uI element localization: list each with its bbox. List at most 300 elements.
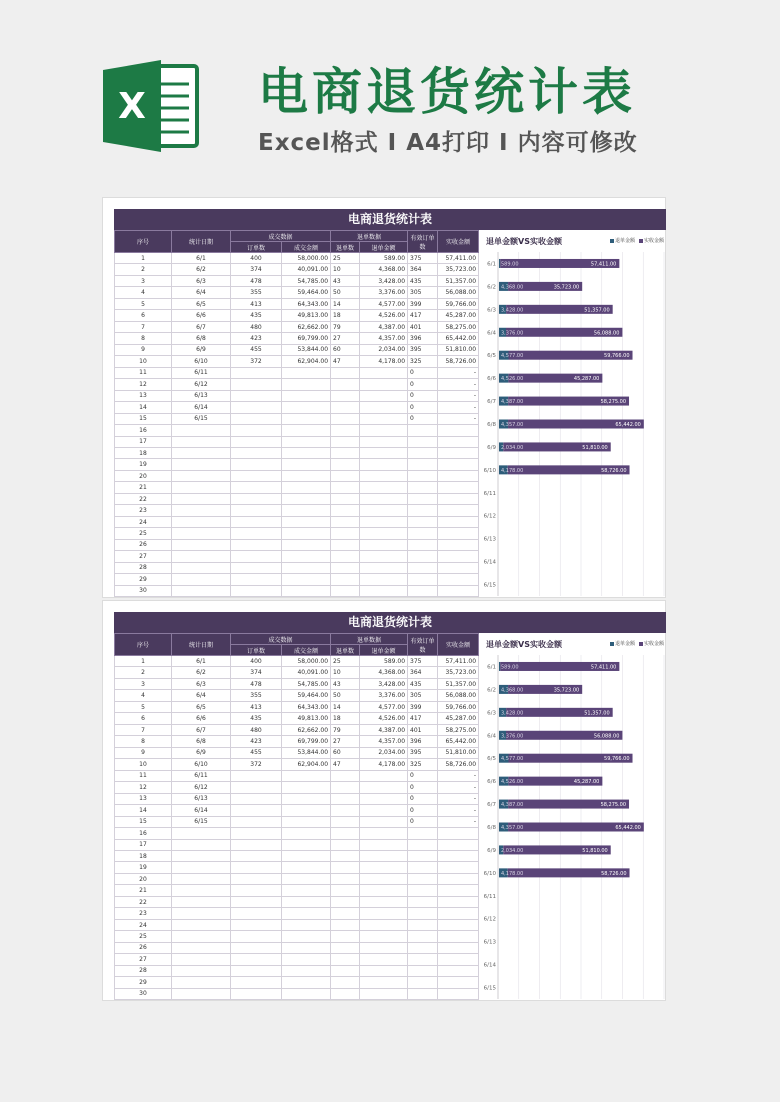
table-cell[interactable]: 423 xyxy=(231,736,282,747)
table-cell[interactable]: 6/13 xyxy=(172,793,231,804)
table-cell[interactable]: 20 xyxy=(115,873,172,884)
table-cell[interactable] xyxy=(408,482,438,493)
table-cell[interactable]: 6/4 xyxy=(172,690,231,701)
table-cell[interactable]: 4 xyxy=(115,690,172,701)
table-cell[interactable]: 22 xyxy=(115,896,172,907)
table-cell[interactable]: 54,785.00 xyxy=(282,275,331,286)
table-cell[interactable]: 4 xyxy=(115,287,172,298)
table-cell[interactable] xyxy=(231,862,282,873)
table-cell[interactable] xyxy=(360,873,408,884)
table-cell[interactable] xyxy=(231,482,282,493)
table-cell[interactable]: 57,411.00 xyxy=(438,656,479,667)
table-cell[interactable]: 6/7 xyxy=(172,321,231,332)
table-cell[interactable]: 4,387.00 xyxy=(360,321,408,332)
table-cell[interactable] xyxy=(360,379,408,390)
table-cell[interactable]: 22 xyxy=(115,493,172,504)
table-cell[interactable] xyxy=(360,908,408,919)
table-cell[interactable]: 28 xyxy=(115,562,172,573)
table-cell[interactable]: 0 xyxy=(408,770,438,781)
table-cell[interactable] xyxy=(231,954,282,965)
table-cell[interactable]: 60 xyxy=(331,344,360,355)
table-cell[interactable] xyxy=(408,977,438,988)
table-cell[interactable]: 0 xyxy=(408,805,438,816)
table-cell[interactable]: 395 xyxy=(408,747,438,758)
table-cell[interactable] xyxy=(408,908,438,919)
table-cell[interactable] xyxy=(231,793,282,804)
table-cell[interactable]: 6/12 xyxy=(172,379,231,390)
table-cell[interactable] xyxy=(331,839,360,850)
table-cell[interactable] xyxy=(360,965,408,976)
table-cell[interactable] xyxy=(331,816,360,827)
table-cell[interactable] xyxy=(408,828,438,839)
table-cell[interactable]: 56,088.00 xyxy=(438,690,479,701)
table-cell[interactable] xyxy=(408,585,438,596)
table-cell[interactable]: 20 xyxy=(115,470,172,481)
table-cell[interactable]: 18 xyxy=(115,850,172,861)
table-cell[interactable] xyxy=(360,931,408,942)
table-cell[interactable] xyxy=(231,585,282,596)
table-cell[interactable] xyxy=(282,977,331,988)
table-cell[interactable]: 478 xyxy=(231,678,282,689)
table-cell[interactable] xyxy=(172,977,231,988)
table-cell[interactable]: 589.00 xyxy=(360,656,408,667)
table-cell[interactable]: 455 xyxy=(231,747,282,758)
table-cell[interactable] xyxy=(331,551,360,562)
table-cell[interactable]: 417 xyxy=(408,310,438,321)
table-cell[interactable] xyxy=(438,539,479,550)
table-cell[interactable] xyxy=(331,539,360,550)
table-cell[interactable] xyxy=(172,850,231,861)
table-cell[interactable]: - xyxy=(438,390,479,401)
table-cell[interactable] xyxy=(360,447,408,458)
table-cell[interactable]: 69,799.00 xyxy=(282,333,331,344)
table-cell[interactable]: 59,766.00 xyxy=(438,701,479,712)
table-cell[interactable] xyxy=(331,482,360,493)
table-cell[interactable]: 58,726.00 xyxy=(438,759,479,770)
table-cell[interactable]: 27 xyxy=(331,333,360,344)
table-cell[interactable] xyxy=(231,977,282,988)
table-cell[interactable] xyxy=(331,828,360,839)
table-cell[interactable] xyxy=(172,436,231,447)
table-cell[interactable] xyxy=(331,885,360,896)
table-cell[interactable]: - xyxy=(438,816,479,827)
table-cell[interactable]: 62,662.00 xyxy=(282,321,331,332)
table-cell[interactable]: 53,844.00 xyxy=(282,344,331,355)
table-cell[interactable] xyxy=(231,539,282,550)
table-cell[interactable] xyxy=(282,782,331,793)
table-cell[interactable] xyxy=(438,862,479,873)
table-cell[interactable] xyxy=(408,931,438,942)
table-cell[interactable]: 13 xyxy=(115,793,172,804)
table-cell[interactable]: 21 xyxy=(115,482,172,493)
table-cell[interactable] xyxy=(438,931,479,942)
table-cell[interactable] xyxy=(408,896,438,907)
table-cell[interactable]: - xyxy=(438,413,479,424)
table-cell[interactable]: 43 xyxy=(331,678,360,689)
table-cell[interactable] xyxy=(282,379,331,390)
table-cell[interactable] xyxy=(282,805,331,816)
table-cell[interactable] xyxy=(331,436,360,447)
table-cell[interactable] xyxy=(408,862,438,873)
table-cell[interactable] xyxy=(331,977,360,988)
table-cell[interactable]: 6/9 xyxy=(172,747,231,758)
table-cell[interactable]: 45,287.00 xyxy=(438,713,479,724)
table-cell[interactable] xyxy=(408,839,438,850)
table-cell[interactable] xyxy=(408,516,438,527)
table-cell[interactable] xyxy=(438,493,479,504)
table-cell[interactable] xyxy=(360,436,408,447)
table-cell[interactable]: 17 xyxy=(115,839,172,850)
table-cell[interactable]: 45,287.00 xyxy=(438,310,479,321)
table-cell[interactable]: 79 xyxy=(331,321,360,332)
table-cell[interactable]: 8 xyxy=(115,333,172,344)
table-cell[interactable]: 355 xyxy=(231,287,282,298)
table-cell[interactable]: 23 xyxy=(115,505,172,516)
table-cell[interactable] xyxy=(172,562,231,573)
table-cell[interactable]: 35,723.00 xyxy=(438,264,479,275)
table-cell[interactable] xyxy=(331,988,360,999)
table-cell[interactable]: 57,411.00 xyxy=(438,253,479,264)
table-cell[interactable]: 375 xyxy=(408,253,438,264)
table-cell[interactable]: 417 xyxy=(408,713,438,724)
table-cell[interactable]: 13 xyxy=(115,390,172,401)
table-cell[interactable] xyxy=(282,942,331,953)
table-cell[interactable]: 5 xyxy=(115,701,172,712)
table-cell[interactable]: 6/8 xyxy=(172,736,231,747)
table-cell[interactable] xyxy=(282,770,331,781)
table-cell[interactable]: 58,726.00 xyxy=(438,356,479,367)
table-cell[interactable] xyxy=(172,470,231,481)
table-cell[interactable] xyxy=(282,482,331,493)
table-cell[interactable] xyxy=(438,988,479,999)
table-cell[interactable] xyxy=(282,539,331,550)
table-cell[interactable] xyxy=(360,459,408,470)
table-cell[interactable] xyxy=(282,873,331,884)
table-cell[interactable] xyxy=(438,919,479,930)
table-cell[interactable]: 12 xyxy=(115,379,172,390)
table-cell[interactable] xyxy=(408,574,438,585)
table-cell[interactable]: 1 xyxy=(115,253,172,264)
table-cell[interactable] xyxy=(172,482,231,493)
table-cell[interactable] xyxy=(231,470,282,481)
table-cell[interactable]: 56,088.00 xyxy=(438,287,479,298)
table-cell[interactable] xyxy=(231,965,282,976)
table-cell[interactable]: - xyxy=(438,367,479,378)
table-cell[interactable] xyxy=(282,459,331,470)
table-cell[interactable]: 64,343.00 xyxy=(282,298,331,309)
table-cell[interactable]: 25 xyxy=(331,253,360,264)
table-cell[interactable] xyxy=(282,528,331,539)
table-cell[interactable] xyxy=(231,770,282,781)
table-cell[interactable] xyxy=(331,367,360,378)
table-cell[interactable] xyxy=(408,425,438,436)
table-cell[interactable]: 50 xyxy=(331,287,360,298)
table-cell[interactable] xyxy=(331,919,360,930)
table-cell[interactable]: 4,577.00 xyxy=(360,701,408,712)
table-cell[interactable] xyxy=(438,908,479,919)
table-cell[interactable]: 435 xyxy=(231,310,282,321)
table-cell[interactable] xyxy=(231,896,282,907)
table-cell[interactable]: 4,526.00 xyxy=(360,310,408,321)
table-cell[interactable] xyxy=(172,862,231,873)
table-cell[interactable]: 59,464.00 xyxy=(282,287,331,298)
table-cell[interactable] xyxy=(282,425,331,436)
table-cell[interactable]: 0 xyxy=(408,367,438,378)
table-cell[interactable] xyxy=(331,585,360,596)
table-cell[interactable]: 59,464.00 xyxy=(282,690,331,701)
table-cell[interactable]: 24 xyxy=(115,919,172,930)
table-cell[interactable] xyxy=(282,850,331,861)
table-cell[interactable]: 6/11 xyxy=(172,770,231,781)
table-cell[interactable]: 6/11 xyxy=(172,367,231,378)
table-cell[interactable] xyxy=(408,965,438,976)
table-cell[interactable] xyxy=(231,919,282,930)
table-cell[interactable] xyxy=(360,505,408,516)
table-cell[interactable] xyxy=(360,574,408,585)
table-cell[interactable] xyxy=(408,562,438,573)
table-cell[interactable]: 3,428.00 xyxy=(360,678,408,689)
table-cell[interactable] xyxy=(282,585,331,596)
table-cell[interactable]: 62,904.00 xyxy=(282,356,331,367)
table-cell[interactable]: 2,034.00 xyxy=(360,747,408,758)
table-cell[interactable] xyxy=(172,931,231,942)
table-cell[interactable]: 25 xyxy=(331,656,360,667)
table-cell[interactable] xyxy=(438,482,479,493)
table-cell[interactable] xyxy=(331,413,360,424)
table-cell[interactable] xyxy=(408,493,438,504)
table-cell[interactable] xyxy=(360,470,408,481)
table-cell[interactable] xyxy=(172,908,231,919)
table-cell[interactable] xyxy=(282,574,331,585)
table-cell[interactable] xyxy=(231,805,282,816)
table-cell[interactable] xyxy=(172,516,231,527)
table-cell[interactable]: 589.00 xyxy=(360,253,408,264)
table-cell[interactable] xyxy=(231,562,282,573)
table-cell[interactable] xyxy=(282,516,331,527)
table-cell[interactable]: 6/12 xyxy=(172,782,231,793)
table-cell[interactable]: 2,034.00 xyxy=(360,344,408,355)
table-cell[interactable]: 3,376.00 xyxy=(360,287,408,298)
table-cell[interactable] xyxy=(231,816,282,827)
table-cell[interactable] xyxy=(408,551,438,562)
table-cell[interactable]: 58,275.00 xyxy=(438,724,479,735)
table-cell[interactable]: 40,091.00 xyxy=(282,264,331,275)
table-cell[interactable] xyxy=(360,782,408,793)
table-cell[interactable]: 16 xyxy=(115,828,172,839)
table-cell[interactable] xyxy=(282,885,331,896)
table-cell[interactable] xyxy=(282,931,331,942)
table-cell[interactable]: 16 xyxy=(115,425,172,436)
table-cell[interactable] xyxy=(360,539,408,550)
table-cell[interactable] xyxy=(282,908,331,919)
table-cell[interactable]: 6/3 xyxy=(172,275,231,286)
table-cell[interactable]: 27 xyxy=(115,954,172,965)
table-cell[interactable]: 413 xyxy=(231,298,282,309)
table-cell[interactable] xyxy=(231,379,282,390)
table-cell[interactable]: 435 xyxy=(408,678,438,689)
table-cell[interactable]: 372 xyxy=(231,759,282,770)
table-cell[interactable]: 51,357.00 xyxy=(438,275,479,286)
table-cell[interactable] xyxy=(331,562,360,573)
table-cell[interactable] xyxy=(172,539,231,550)
table-cell[interactable]: - xyxy=(438,402,479,413)
table-cell[interactable]: 62,662.00 xyxy=(282,724,331,735)
table-cell[interactable]: 58,000.00 xyxy=(282,253,331,264)
table-cell[interactable] xyxy=(282,919,331,930)
table-cell[interactable] xyxy=(231,505,282,516)
table-cell[interactable] xyxy=(282,367,331,378)
table-cell[interactable]: 435 xyxy=(231,713,282,724)
table-cell[interactable]: 400 xyxy=(231,656,282,667)
table-cell[interactable]: 1 xyxy=(115,656,172,667)
table-cell[interactable] xyxy=(172,828,231,839)
table-cell[interactable]: 27 xyxy=(115,551,172,562)
table-cell[interactable]: 6/1 xyxy=(172,253,231,264)
table-cell[interactable]: 6/8 xyxy=(172,333,231,344)
table-cell[interactable]: - xyxy=(438,379,479,390)
table-cell[interactable]: 11 xyxy=(115,770,172,781)
table-cell[interactable]: 10 xyxy=(331,264,360,275)
table-cell[interactable] xyxy=(331,942,360,953)
table-cell[interactable] xyxy=(360,413,408,424)
table-cell[interactable]: 401 xyxy=(408,724,438,735)
table-cell[interactable]: 23 xyxy=(115,908,172,919)
table-cell[interactable]: 40,091.00 xyxy=(282,667,331,678)
table-cell[interactable] xyxy=(360,919,408,930)
table-cell[interactable]: 54,785.00 xyxy=(282,678,331,689)
table-cell[interactable] xyxy=(360,805,408,816)
table-cell[interactable]: 11 xyxy=(115,367,172,378)
table-cell[interactable]: 6/15 xyxy=(172,413,231,424)
table-cell[interactable] xyxy=(408,459,438,470)
table-cell[interactable] xyxy=(231,885,282,896)
table-cell[interactable] xyxy=(331,470,360,481)
table-cell[interactable] xyxy=(231,447,282,458)
table-cell[interactable] xyxy=(331,896,360,907)
table-cell[interactable] xyxy=(331,459,360,470)
table-cell[interactable]: 14 xyxy=(115,402,172,413)
table-cell[interactable]: 14 xyxy=(331,701,360,712)
table-cell[interactable] xyxy=(408,885,438,896)
table-cell[interactable]: 374 xyxy=(231,264,282,275)
table-cell[interactable]: 59,766.00 xyxy=(438,298,479,309)
table-cell[interactable] xyxy=(331,390,360,401)
table-cell[interactable] xyxy=(438,436,479,447)
table-cell[interactable]: 3,376.00 xyxy=(360,690,408,701)
table-cell[interactable] xyxy=(282,447,331,458)
table-cell[interactable]: 25 xyxy=(115,528,172,539)
table-cell[interactable]: 27 xyxy=(331,736,360,747)
table-cell[interactable] xyxy=(231,782,282,793)
table-cell[interactable] xyxy=(282,816,331,827)
table-cell[interactable]: 18 xyxy=(331,310,360,321)
table-cell[interactable]: 478 xyxy=(231,275,282,286)
table-cell[interactable] xyxy=(331,793,360,804)
table-cell[interactable] xyxy=(438,447,479,458)
table-cell[interactable] xyxy=(331,528,360,539)
table-cell[interactable]: 0 xyxy=(408,390,438,401)
table-cell[interactable]: 6/10 xyxy=(172,759,231,770)
table-cell[interactable] xyxy=(408,528,438,539)
table-cell[interactable]: 30 xyxy=(115,585,172,596)
table-cell[interactable] xyxy=(360,885,408,896)
table-cell[interactable]: 2 xyxy=(115,264,172,275)
table-cell[interactable] xyxy=(282,862,331,873)
table-cell[interactable] xyxy=(360,770,408,781)
table-cell[interactable]: 396 xyxy=(408,736,438,747)
table-cell[interactable] xyxy=(231,908,282,919)
table-cell[interactable]: 399 xyxy=(408,701,438,712)
table-cell[interactable]: 400 xyxy=(231,253,282,264)
table-cell[interactable] xyxy=(231,551,282,562)
table-cell[interactable] xyxy=(331,505,360,516)
table-cell[interactable] xyxy=(438,873,479,884)
table-cell[interactable] xyxy=(282,828,331,839)
table-cell[interactable] xyxy=(231,413,282,424)
table-cell[interactable]: 4,357.00 xyxy=(360,333,408,344)
table-cell[interactable]: 4,178.00 xyxy=(360,759,408,770)
table-cell[interactable]: 6/15 xyxy=(172,816,231,827)
table-cell[interactable]: 62,904.00 xyxy=(282,759,331,770)
table-cell[interactable]: 6/6 xyxy=(172,713,231,724)
table-cell[interactable]: 29 xyxy=(115,574,172,585)
table-cell[interactable] xyxy=(172,505,231,516)
table-cell[interactable] xyxy=(438,965,479,976)
table-cell[interactable]: 64,343.00 xyxy=(282,701,331,712)
table-cell[interactable] xyxy=(231,839,282,850)
table-cell[interactable] xyxy=(438,505,479,516)
table-cell[interactable] xyxy=(360,816,408,827)
table-cell[interactable]: 9 xyxy=(115,747,172,758)
table-cell[interactable]: - xyxy=(438,782,479,793)
table-cell[interactable]: 325 xyxy=(408,356,438,367)
table-cell[interactable]: 355 xyxy=(231,690,282,701)
table-cell[interactable] xyxy=(331,873,360,884)
table-cell[interactable] xyxy=(331,965,360,976)
table-cell[interactable] xyxy=(408,436,438,447)
table-cell[interactable] xyxy=(360,425,408,436)
table-cell[interactable]: 4,357.00 xyxy=(360,736,408,747)
table-cell[interactable]: 6/9 xyxy=(172,344,231,355)
table-cell[interactable]: 5 xyxy=(115,298,172,309)
table-cell[interactable] xyxy=(408,850,438,861)
table-cell[interactable]: - xyxy=(438,770,479,781)
table-cell[interactable]: 4,178.00 xyxy=(360,356,408,367)
table-cell[interactable] xyxy=(331,574,360,585)
table-cell[interactable] xyxy=(360,585,408,596)
table-cell[interactable]: 19 xyxy=(115,459,172,470)
table-cell[interactable]: 14 xyxy=(331,298,360,309)
table-cell[interactable]: 6/1 xyxy=(172,656,231,667)
table-cell[interactable] xyxy=(360,828,408,839)
table-cell[interactable] xyxy=(331,908,360,919)
table-cell[interactable] xyxy=(231,516,282,527)
table-cell[interactable] xyxy=(331,493,360,504)
table-cell[interactable]: 375 xyxy=(408,656,438,667)
table-cell[interactable] xyxy=(408,988,438,999)
table-cell[interactable] xyxy=(172,493,231,504)
table-cell[interactable] xyxy=(231,873,282,884)
table-cell[interactable] xyxy=(438,954,479,965)
table-cell[interactable] xyxy=(408,447,438,458)
table-cell[interactable] xyxy=(438,828,479,839)
table-cell[interactable]: 24 xyxy=(115,516,172,527)
table-cell[interactable] xyxy=(231,367,282,378)
table-cell[interactable] xyxy=(231,390,282,401)
table-cell[interactable] xyxy=(231,459,282,470)
table-cell[interactable]: 3 xyxy=(115,275,172,286)
table-cell[interactable]: 58,000.00 xyxy=(282,656,331,667)
